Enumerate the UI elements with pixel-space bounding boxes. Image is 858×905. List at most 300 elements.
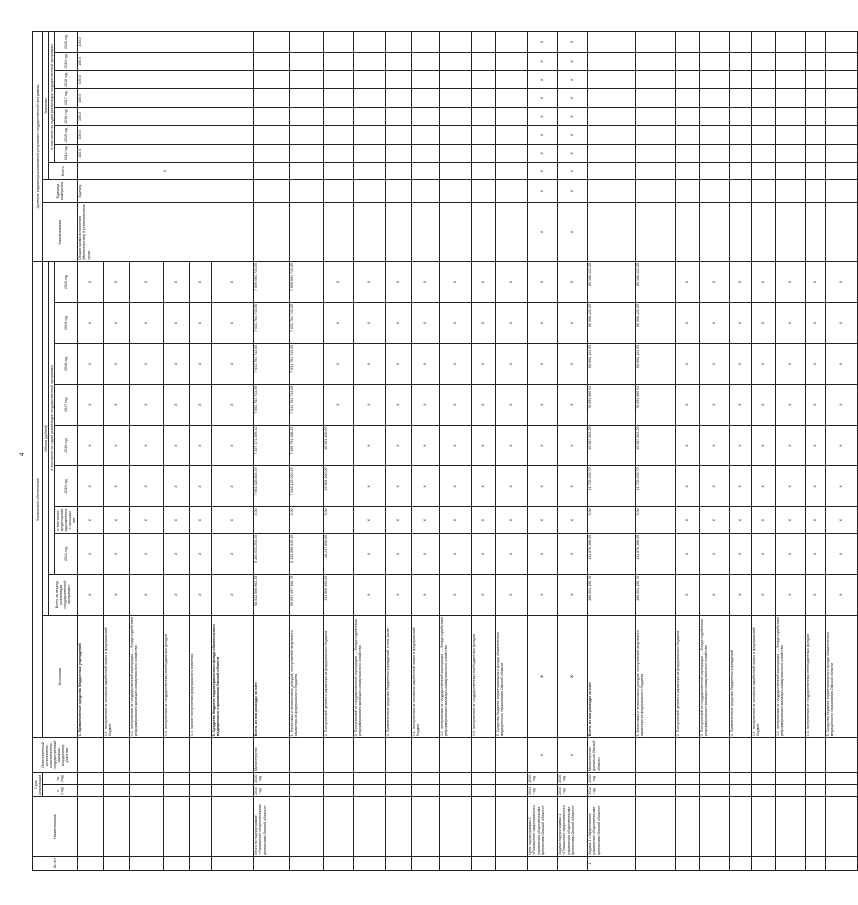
cell-to bbox=[495, 772, 527, 784]
cell-ind bbox=[825, 202, 857, 261]
target-value: 100,0 bbox=[77, 89, 253, 107]
cell-to bbox=[471, 772, 495, 784]
cell-target-value: x bbox=[557, 89, 587, 107]
cell-num bbox=[675, 856, 699, 870]
cell-target-value bbox=[729, 89, 751, 107]
cell-all: x bbox=[129, 574, 163, 615]
cell-target-value bbox=[289, 71, 323, 89]
cell-y2019: x bbox=[557, 303, 587, 344]
cell-target-value: x bbox=[527, 71, 557, 89]
cell-y2020: x bbox=[189, 262, 211, 303]
cell-source: Всего, из них расходы за счет: bbox=[253, 615, 289, 738]
cell-ind bbox=[729, 202, 751, 261]
cell-prev: x bbox=[557, 507, 587, 534]
cell-target-value bbox=[495, 107, 527, 125]
cell-y2020: x bbox=[805, 262, 825, 303]
cell-total bbox=[411, 162, 439, 179]
cell-y2015: x bbox=[189, 466, 211, 507]
cell-y2018: x bbox=[163, 343, 189, 384]
cell-all: x bbox=[775, 574, 805, 615]
cell-y2014: 112 876 286,05 bbox=[635, 533, 675, 574]
cell-executor bbox=[353, 738, 385, 773]
cell-y2020: x bbox=[699, 262, 729, 303]
cell-all: x bbox=[699, 574, 729, 615]
cell-source: 1. Налоговых и неналоговых доходов, поступлений нецелевого характера из федерального бюджета bbox=[289, 615, 323, 738]
cell-prev: 0,00 bbox=[587, 507, 635, 534]
cell-to bbox=[323, 772, 353, 784]
cell-name bbox=[385, 797, 411, 856]
cell-all: x bbox=[411, 574, 439, 615]
cell-target-value bbox=[751, 32, 775, 53]
cell-target-value bbox=[699, 107, 729, 125]
cell-from bbox=[751, 785, 775, 797]
cell-y2018: 80 006 122,05 bbox=[587, 343, 635, 384]
cell-ind bbox=[751, 202, 775, 261]
cell-y2014: x bbox=[353, 533, 385, 574]
cell-to bbox=[163, 772, 189, 784]
cell-y2015: x bbox=[751, 466, 775, 507]
cell-y2018: 7 631 764 743,05 bbox=[253, 343, 289, 384]
cell-target-value bbox=[751, 52, 775, 70]
cell-all: x bbox=[825, 574, 857, 615]
cell-y2019: x bbox=[211, 303, 253, 344]
cell-y2014: x bbox=[163, 533, 189, 574]
cell-y2015: x bbox=[495, 466, 527, 507]
cell-y2018: x bbox=[439, 343, 471, 384]
cell-target-value bbox=[675, 89, 699, 107]
cell-num bbox=[557, 856, 587, 870]
cell-to: 2020 год bbox=[253, 772, 289, 784]
cell-y2018: x bbox=[411, 343, 439, 384]
cell-y2016: x bbox=[729, 425, 751, 466]
cell-target-value bbox=[635, 107, 675, 125]
cell-y2020: x bbox=[825, 262, 857, 303]
cell-num bbox=[163, 856, 189, 870]
cell-source: 2. Поступлений целевого характера из федерального бюджета bbox=[323, 615, 353, 738]
table-row bbox=[385, 32, 411, 871]
cell-y2019: x bbox=[675, 303, 699, 344]
table-row bbox=[805, 32, 825, 871]
cell-target-value bbox=[471, 144, 495, 162]
cell-num bbox=[825, 856, 857, 870]
cell-target-value bbox=[699, 71, 729, 89]
cell-source: Всего, из них расходы за счет: bbox=[587, 615, 635, 738]
cell-y2016: x bbox=[825, 425, 857, 466]
header-finance: Финансовое обеспечение bbox=[33, 262, 43, 738]
cell-target-value bbox=[323, 71, 353, 89]
cell-to bbox=[189, 772, 211, 784]
cell-target-value bbox=[675, 52, 699, 70]
cell-target-value bbox=[825, 126, 857, 144]
cell-target-value bbox=[289, 126, 323, 144]
table-row bbox=[751, 32, 775, 871]
cell-unit bbox=[729, 180, 751, 202]
cell-y2019: x bbox=[825, 303, 857, 344]
cell-to bbox=[211, 772, 253, 784]
cell-total bbox=[323, 162, 353, 179]
cell-y2014: x bbox=[699, 533, 729, 574]
cell-y2015: x bbox=[211, 466, 253, 507]
cell-from bbox=[353, 785, 385, 797]
cell-y2019: x bbox=[323, 303, 353, 344]
cell-y2019: x bbox=[129, 303, 163, 344]
cell-y2016: x bbox=[805, 425, 825, 466]
cell-unit bbox=[495, 180, 527, 202]
cell-to bbox=[699, 772, 729, 784]
cell-y2014: 112 876 286,05 bbox=[587, 533, 635, 574]
cell-y2020: 85 106 122,05 bbox=[587, 262, 635, 303]
cell-target-value bbox=[411, 32, 439, 53]
cell-prev: x bbox=[527, 507, 557, 534]
cell-num bbox=[189, 856, 211, 870]
cell-target-value bbox=[253, 32, 289, 53]
cell-unit bbox=[805, 180, 825, 202]
cell-y2016: 48 581 300,00 bbox=[323, 425, 353, 466]
cell-ind: x bbox=[557, 202, 587, 261]
target-value: 100,0 bbox=[77, 71, 253, 89]
cell-target-value bbox=[495, 126, 527, 144]
cell-all: x bbox=[385, 574, 411, 615]
cell-target-value bbox=[825, 32, 857, 53]
cell-y2019: x bbox=[805, 303, 825, 344]
cell-target-value bbox=[289, 89, 323, 107]
header-executor: Ответственный исполнитель, соисполнитель, государственный заказчик-координатор, участник bbox=[33, 738, 78, 773]
cell-target-value bbox=[699, 89, 729, 107]
cell-prev: x bbox=[751, 507, 775, 534]
cell-name bbox=[189, 797, 211, 856]
cell-total bbox=[825, 162, 857, 179]
cell-target-value bbox=[587, 89, 635, 107]
cell-source: 1. Привлеченные средства бюджетных учреждений bbox=[77, 615, 103, 738]
cell-executor: x bbox=[527, 738, 557, 773]
cell-unit bbox=[411, 180, 439, 202]
cell-to bbox=[103, 772, 129, 784]
cell-target-value bbox=[775, 89, 805, 107]
cell-from bbox=[805, 785, 825, 797]
table-body bbox=[77, 32, 857, 871]
cell-y2016: x bbox=[353, 425, 385, 466]
cell-executor: Министерство bbox=[253, 738, 289, 773]
header-t2017: 2017 год bbox=[55, 89, 77, 107]
cell-from bbox=[77, 785, 103, 797]
target-value: 100,0 bbox=[77, 126, 253, 144]
cell-all: x bbox=[805, 574, 825, 615]
header-num: № п/п bbox=[33, 856, 78, 870]
target-total: x bbox=[77, 162, 253, 179]
cell-source: 4.1. поступления от основных заработной платы в федеральный бюджет bbox=[751, 615, 775, 738]
cell-y2019: x bbox=[353, 303, 385, 344]
cell-unit bbox=[323, 180, 353, 202]
cell-target-value bbox=[587, 126, 635, 144]
cell-target-value bbox=[439, 89, 471, 107]
cell-target-value bbox=[323, 52, 353, 70]
cell-target-value bbox=[775, 144, 805, 162]
table-row bbox=[323, 32, 353, 871]
header-source: Источники bbox=[43, 615, 78, 738]
cell-target-value bbox=[439, 126, 471, 144]
cell-to bbox=[353, 772, 385, 784]
cell-name bbox=[411, 797, 439, 856]
cell-y2016: x bbox=[557, 425, 587, 466]
cell-target-value bbox=[353, 32, 385, 53]
cell-name bbox=[775, 797, 805, 856]
cell-y2014: x bbox=[775, 533, 805, 574]
cell-y2020: x bbox=[557, 262, 587, 303]
cell-num bbox=[129, 856, 163, 870]
cell-y2017: x bbox=[557, 384, 587, 425]
header-y2017: 2017 год bbox=[55, 384, 77, 425]
target-indicator-name: Общая сумма исполнения (Министерства) в установленные сроки bbox=[77, 202, 253, 261]
cell-target-value bbox=[495, 32, 527, 53]
cell-num bbox=[527, 856, 557, 870]
cell-y2015: 7 661 028 803,45 bbox=[253, 466, 289, 507]
cell-num bbox=[775, 856, 805, 870]
cell-num bbox=[439, 856, 471, 870]
cell-total bbox=[439, 162, 471, 179]
cell-y2016: x bbox=[411, 425, 439, 466]
cell-y2014: x bbox=[385, 533, 411, 574]
cell-source: 5. Средства бюджета территориального фонда обязательного медицинского страхования Омской области bbox=[495, 615, 527, 738]
cell-executor bbox=[189, 738, 211, 773]
cell-target-value bbox=[805, 126, 825, 144]
cell-target-value bbox=[385, 126, 411, 144]
cell-total: x bbox=[557, 162, 587, 179]
cell-all: x bbox=[495, 574, 527, 615]
cell-target-value bbox=[751, 107, 775, 125]
cell-target-value bbox=[635, 126, 675, 144]
cell-target-value bbox=[471, 107, 495, 125]
cell-target-value bbox=[323, 144, 353, 162]
cell-target-value bbox=[411, 71, 439, 89]
cell-num bbox=[471, 856, 495, 870]
cell-target-value bbox=[729, 71, 751, 89]
cell-target-value bbox=[289, 107, 323, 125]
cell-unit bbox=[751, 180, 775, 202]
cell-y2019: x bbox=[439, 303, 471, 344]
cell-target-value bbox=[729, 126, 751, 144]
cell-y2017: x bbox=[385, 384, 411, 425]
cell-y2017: x bbox=[699, 384, 729, 425]
cell-unit bbox=[699, 180, 729, 202]
cell-num bbox=[103, 856, 129, 870]
cell-executor bbox=[129, 738, 163, 773]
cell-y2019: x bbox=[495, 303, 527, 344]
cell-target-value bbox=[353, 71, 385, 89]
header-term: Срок реализации bbox=[33, 772, 43, 797]
cell-num bbox=[323, 856, 353, 870]
cell-to bbox=[635, 772, 675, 784]
cell-y2015: x bbox=[805, 466, 825, 507]
cell-executor bbox=[751, 738, 775, 773]
cell-target-value bbox=[439, 71, 471, 89]
cell-target-value bbox=[699, 126, 729, 144]
header-targets: Целевые индикаторы/показатели результата государственной программы bbox=[33, 32, 43, 262]
cell-ind bbox=[353, 202, 385, 261]
cell-source: 1. Налоговых и неналоговых доходов, поступлений нецелевого характера из федерального бюджета bbox=[635, 615, 675, 738]
cell-from bbox=[163, 785, 189, 797]
cell-target-value bbox=[385, 89, 411, 107]
cell-total bbox=[751, 162, 775, 179]
header-t2020: 2020 год bbox=[55, 32, 77, 53]
cell-prev: x bbox=[385, 507, 411, 534]
cell-from bbox=[825, 785, 857, 797]
cell-to bbox=[289, 772, 323, 784]
cell-y2014: x bbox=[675, 533, 699, 574]
cell-y2015: x bbox=[103, 466, 129, 507]
cell-y2020: x bbox=[163, 262, 189, 303]
cell-y2017: x bbox=[129, 384, 163, 425]
target-unit: Единиц bbox=[77, 180, 253, 202]
cell-from bbox=[471, 785, 495, 797]
cell-num bbox=[289, 856, 323, 870]
cell-name bbox=[675, 797, 699, 856]
cell-target-value bbox=[495, 52, 527, 70]
cell-ind bbox=[775, 202, 805, 261]
cell-executor bbox=[385, 738, 411, 773]
cell-target-value bbox=[587, 52, 635, 70]
cell-target-value bbox=[675, 144, 699, 162]
header-term-from: с (год) bbox=[43, 785, 78, 797]
cell-target-value bbox=[675, 71, 699, 89]
cell-y2017: x bbox=[411, 384, 439, 425]
cell-target-value bbox=[439, 144, 471, 162]
cell-total bbox=[805, 162, 825, 179]
cell-target-value bbox=[729, 107, 751, 125]
cell-to bbox=[439, 772, 471, 784]
cell-target-value bbox=[353, 52, 385, 70]
cell-y2018: 80 006 122,05 bbox=[635, 343, 675, 384]
cell-target-value bbox=[775, 71, 805, 89]
cell-y2020: x bbox=[729, 262, 751, 303]
cell-ind bbox=[587, 202, 635, 261]
cell-unit bbox=[775, 180, 805, 202]
cell-y2017: 76 053 960,53 bbox=[587, 384, 635, 425]
cell-target-value bbox=[253, 107, 289, 125]
cell-y2014: x bbox=[439, 533, 471, 574]
cell-target-value bbox=[587, 144, 635, 162]
cell-from bbox=[211, 785, 253, 797]
cell-target-value: x bbox=[557, 71, 587, 89]
table-row bbox=[587, 32, 635, 871]
cell-num bbox=[385, 856, 411, 870]
cell-y2019: x bbox=[775, 303, 805, 344]
cell-y2014: x bbox=[103, 533, 129, 574]
cell-target-value bbox=[805, 144, 825, 162]
cell-ind bbox=[805, 202, 825, 261]
cell-executor bbox=[289, 738, 323, 773]
cell-y2015: x bbox=[163, 466, 189, 507]
cell-source: 4. Привлеченные средства бюджетных учреждений, в том числе: bbox=[385, 615, 411, 738]
cell-target-value bbox=[825, 107, 857, 125]
cell-y2018: x bbox=[471, 343, 495, 384]
cell-to: 2020 год bbox=[587, 772, 635, 784]
cell-y2016: x bbox=[675, 425, 699, 466]
cell-source: 4.2. поступления от государственной корпорации — Фонда содействия реформированию жилищно-коммунального хозяйства bbox=[775, 615, 805, 738]
cell-unit bbox=[439, 180, 471, 202]
cell-y2015: x bbox=[411, 466, 439, 507]
cell-from bbox=[729, 785, 751, 797]
table-row bbox=[77, 32, 103, 871]
cell-y2017: x bbox=[77, 384, 103, 425]
cell-ind bbox=[289, 202, 323, 261]
cell-target-value bbox=[635, 71, 675, 89]
cell-y2016: 45 687 602,29 bbox=[635, 425, 675, 466]
cell-y2016: x bbox=[189, 425, 211, 466]
table-row bbox=[699, 32, 729, 871]
cell-y2016: x bbox=[211, 425, 253, 466]
cell-total bbox=[699, 162, 729, 179]
cell-target-value: x bbox=[527, 107, 557, 125]
cell-num bbox=[211, 856, 253, 870]
cell-source: x bbox=[527, 615, 557, 738]
cell-y2020: x bbox=[211, 262, 253, 303]
cell-y2020: x bbox=[323, 262, 353, 303]
cell-total bbox=[289, 162, 323, 179]
cell-source: 4.3. поступления от государственных внебюджетных фондов bbox=[163, 615, 189, 738]
cell-y2017: x bbox=[775, 384, 805, 425]
rotated-table-container bbox=[32, 31, 844, 871]
cell-y2019: x bbox=[411, 303, 439, 344]
cell-target-value bbox=[289, 32, 323, 53]
cell-total bbox=[587, 162, 635, 179]
cell-y2014: x bbox=[471, 533, 495, 574]
cell-y2020: x bbox=[439, 262, 471, 303]
table-row bbox=[495, 32, 527, 871]
cell-name: Задача подпрограммы 1 «Повышение эффективности управления общественными финансами Омской области» bbox=[557, 797, 587, 856]
cell-total bbox=[495, 162, 527, 179]
cell-y2020: x bbox=[527, 262, 557, 303]
cell-y2020: x bbox=[751, 262, 775, 303]
cell-y2018: x bbox=[129, 343, 163, 384]
table-row bbox=[471, 32, 495, 871]
cell-all: 133 506 300,00 bbox=[323, 574, 353, 615]
cell-ind bbox=[411, 202, 439, 261]
cell-name bbox=[211, 797, 253, 856]
cell-y2014: x bbox=[189, 533, 211, 574]
cell-executor: x bbox=[557, 738, 587, 773]
cell-y2019: x bbox=[471, 303, 495, 344]
cell-num bbox=[77, 856, 103, 870]
cell-total bbox=[385, 162, 411, 179]
target-value: 100,0 bbox=[77, 107, 253, 125]
cell-target-value bbox=[289, 52, 323, 70]
cell-y2016: x bbox=[385, 425, 411, 466]
cell-target-value: x bbox=[557, 144, 587, 162]
cell-target-value bbox=[805, 107, 825, 125]
cell-to bbox=[129, 772, 163, 784]
cell-target-value bbox=[253, 126, 289, 144]
cell-executor bbox=[635, 738, 675, 773]
header-y2019: 2019 год bbox=[55, 303, 77, 344]
cell-executor bbox=[825, 738, 857, 773]
cell-to bbox=[825, 772, 857, 784]
cell-y2019: x bbox=[527, 303, 557, 344]
cell-y2017: 7 631 764 743,05 bbox=[289, 384, 323, 425]
cell-target-value bbox=[699, 144, 729, 162]
cell-y2018: x bbox=[77, 343, 103, 384]
cell-from bbox=[385, 785, 411, 797]
cell-y2015: x bbox=[825, 466, 857, 507]
cell-unit bbox=[635, 180, 675, 202]
cell-target-value bbox=[471, 89, 495, 107]
cell-ind bbox=[635, 202, 675, 261]
header-t2016: 2016 год bbox=[55, 107, 77, 125]
header-t2019: 2019 год bbox=[55, 52, 77, 70]
cell-total bbox=[729, 162, 751, 179]
cell-y2017: x bbox=[323, 384, 353, 425]
cell-target-value bbox=[385, 107, 411, 125]
cell-to bbox=[805, 772, 825, 784]
